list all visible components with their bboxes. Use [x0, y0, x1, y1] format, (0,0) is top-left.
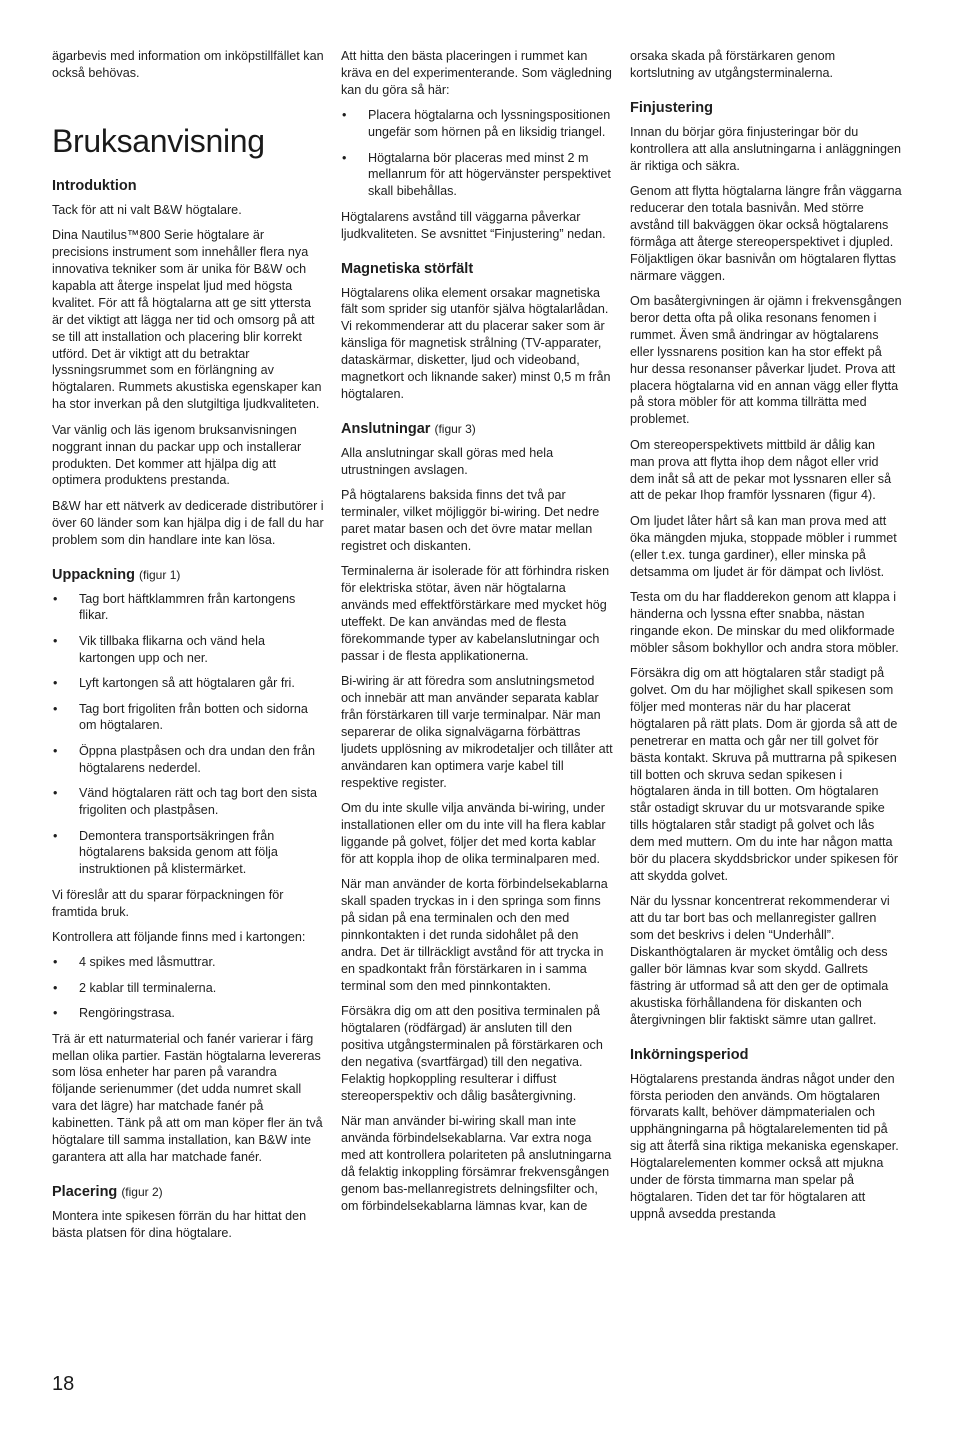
list-item: • Tag bort frigoliten från botten och sidorna om högtalaren.	[52, 701, 324, 735]
list-item: • Placera högtalarna och lyssningspositionen ungefär som hörnen på en liksidig triangel.	[341, 107, 613, 141]
paragraph: Kontrollera att följande finns med i kartongen:	[52, 930, 306, 945]
placement-tips-list	[341, 107, 613, 200]
paragraph: Högtalarens prestanda ändras något under den första perioden den används. Om högtalaren förvarats kallt, behöver dämpmaterialen och upphängningarna på högtalarelementen tid på sig att återfå sina riktiga mekaniska egenskaper. Högtalarelementen kommer också att mjukna under de första timmarna man spelar på högtalaren. Tiden det tar för högtalaren att uppnå avsedda prestanda	[630, 1071, 899, 1221]
list-item: • Rengöringstrasa.	[52, 1005, 324, 1022]
paragraph: Testa om du har fladderekon genom att klappa i händerna och lyssna efter snabba, nästan ringande ekon. De minskar du med olikformade möbler såsom bokhyllor och andra stora möbler.	[630, 589, 899, 655]
heading-uppackning	[52, 566, 324, 584]
paragraph: Montera inte spikesen förrän du har hittat den bästa platsen för dina högtalare.	[52, 1208, 307, 1240]
heading-anslutningar	[341, 420, 613, 438]
list-item: • Öppna plastpåsen och dra undan den från högtalarens nederdel.	[52, 743, 324, 777]
paragraph: Vi föreslår att du sparar förpackningen för framtida bruk.	[52, 887, 284, 919]
paragraph: Om du inte skulle vilja använda bi-wiring, under installationen eller om du inte vill ha flera kablar liggande på golvet, följer det med korta kablar för att koppla ihop de olika terminalparen med.	[341, 801, 606, 866]
paragraph: När man använder bi-wiring skall man inte använda förbindelsekablarna. Var extra noga med att kontrollera polariteten på anslutningarna då felaktig inkoppling försämrar frekvensgången genom bas-mellanregistrets delningsfilter och, om förbindelsekablarna lämnas kvar, kan de	[341, 1114, 612, 1213]
paragraph: Försäkra dig om att den positiva terminalen på högtalaren (rödfärgad) är ansluten till den positiva utgångsterminalen på förstärkaren och den negativa (svartfärgad) till den negativa. Felaktig hopkoppling resulterar i diffust stereoperspektiv och dålig basåtergivning.	[341, 1004, 603, 1103]
list-item: • Lyft kartongen så att högtalaren går fri.	[52, 675, 324, 692]
heading-inkorningsperiod	[630, 1046, 902, 1064]
heading-placering	[52, 1183, 324, 1201]
column-3	[630, 48, 902, 1231]
heading-magnetiska-storfalt	[341, 260, 613, 278]
paragraph: Alla anslutningar skall göras med hela utrustningen avslagen.	[341, 445, 554, 477]
column-2	[341, 48, 613, 1223]
paragraph: Trä är ett naturmaterial och fanér varierar i färg mellan olika partier. Fastän högtalarna levereras som lösa enheter har paren på varandra följande serienummer (det udda numret skall vara det lägre) har matchade fanér på kabinetten. Tänk på att om man köper fler än två högtalare till samma installation, kan B&W inte garantera att alla har matchade fanér.	[52, 1031, 323, 1164]
list-item: • Vik tillbaka flikarna och vänd hela kartongen upp och ner.	[52, 633, 324, 667]
page-title: Bruksanvisning	[52, 122, 265, 159]
heading-introduktion-text: Introduktion	[52, 177, 137, 194]
paragraph: Om ljudet låter hårt så kan man prova med att öka mängden mjuka, stoppade möbler i rummet (eller t.ex. tunga gardiner), eller minska på detsamma om ljudet är för dämpat och livlöst.	[630, 513, 897, 579]
page-number: 18	[52, 1373, 75, 1395]
heading-magnetiska-text: Magnetiska störfält	[341, 260, 474, 277]
paragraph: När du lyssnar koncentrerat rekommenderar vi att du tar bort bas och mellanregister gallren som det beskrivs i delen “Underhåll”. Diskanthögtalaren är mycket ömtålig och dess galler bör lämnas kvar som skydd. Gallrets fästring är utformad så att den ger de optimala akustiska förhållandena för diskanten och återgivningen blir faktiskt sämre utan gallret.	[630, 894, 890, 1027]
paragraph: Om basåtergivningen är ojämn i frekvensgången beror detta ofta på olika resonans fenomen i rummet. Även små ändringar av högtalarens eller lyssnarens position kan ha stor effekt på hur dessa resonanser påverkar ljudet. Prova att placera högtalarna vid en annan vägg eller flytta på stora möbler för att komma tillrätta med problemet.	[630, 293, 902, 427]
paragraph: Bi-wiring är att föredra som anslutningsmetod och innebär att man använder separata kablar från förstärkaren till varje terminalpar. När man separerar de olika signalvägarna förbättras ljudets upplösning av mikrodetaljer och tillåter att användaren kan optimera varje kabel till respektive register.	[341, 674, 613, 790]
list-item: • 4 spikes med låsmuttrar.	[52, 954, 324, 971]
heading-anslutningar-text: Anslutningar	[341, 420, 431, 437]
paragraph: Högtalarens avstånd till väggarna påverkar ljudkvaliteten. Se avsnittet “Finjustering” nedan.	[341, 209, 606, 241]
paragraph: Om stereoperspektivets mittbild är dålig kan man prova att flytta ihop dem något eller vrid dem inåt så att de pekar mot lyssnaren eller så att de pekar Ihop framför lyssnaren (figur 4).	[630, 437, 892, 503]
paragraph: På högtalarens baksida finns det två par terminaler, vilket möjliggör bi-wiring. Det nedre paret matar basen och det övre matar mellan registret och diskanten.	[341, 488, 600, 553]
heading-finjustering-text: Finjustering	[630, 99, 713, 116]
paragraph: Innan du börjar göra finjusteringar bör du kontrollera att alla anslutningarna i anläggningen är riktiga och säkra.	[630, 124, 901, 173]
paragraph: Genom att flytta högtalarna längre från väggarna reducerar den totala basnivån. Med större avstånd till bakväggen ökar också högtalarens förmåga att återge stereoperspektivet i djupled. Följaktligen ökar basnivån om högtalaren flyttas närmare väggen.	[630, 184, 902, 283]
paragraph: orsaka skada på förstärkaren genom kortslutning av utgångsterminalerna.	[630, 49, 836, 80]
paragraph: Tack för att ni valt B&W högtalare.	[52, 202, 242, 217]
figure-reference: (figur 2)	[121, 1184, 163, 1199]
heading-uppackning-text: Uppackning	[52, 566, 135, 583]
heading-inkorning-text: Inkörningsperiod	[630, 1046, 749, 1063]
paragraph: Att hitta den bästa placeringen i rummet kan kräva en del experimenterande. Som vägledning kan du göra så här:	[341, 49, 612, 97]
paragraph: Försäkra dig om att högtalaren står stadigt på golvet. Om du har möjlighet skall spikesen som följer med monteras när du har placerat högtalaren på rätt plats. Dom är gjorda så att de penetrerar en matta och går ner till golvet för bästa kontakt. Skruva på muttrarna på spikesen till botten och skruva sedan spikesen i högtalaren ända in till botten. Om högtalaren står ostadigt skruvar du ur motsvarande spike tills högtalaren står stadigt på golvet och lås dem med muttern. Om du inte har någon matta bör du placera skyddsbrickor under spikesen för att skydda golvet.	[630, 666, 899, 883]
column-1	[52, 48, 324, 1250]
list-item: • Vänd högtalaren rätt och tag bort den sista frigoliten och plastpåsen.	[52, 785, 324, 819]
paragraph: Terminalerna är isolerade för att förhindra risken för elektriska stötar, även när högtalarna används med effektförstärkare med mycket hög uteffekt. De kan användas med de flesta förekommande typer av kabelanslutningar och passar i de flesta applikationerna.	[341, 564, 610, 663]
paragraph: Högtalarens olika element orsakar magnetiska fält som sprider sig utanför själva högtalarlådan. Vi rekommenderar att du placerar saker som är känsliga för magnetisk strålning (TV-apparater, dataskärmar, disketter, ljud och videoband, magnetkort och liknande saker) minst 0,5 m från högtalaren.	[341, 285, 611, 401]
heading-introduktion	[52, 177, 324, 195]
intro-paragraph: ägarbevis med information om inköpstillfället kan också behövas.	[52, 49, 324, 80]
list-item: • Tag bort häftklammren från kartongens flikar.	[52, 591, 324, 625]
list-item: • Demontera transportsäkringen från högtalarens baksida genom att följa instruktionen på klistermärket.	[52, 828, 324, 879]
figure-reference: (figur 1)	[139, 567, 181, 582]
paragraph: B&W har ett nätverk av dedicerade distributörer i över 60 länder som kan hjälpa dig i de fall du har problem som din handlare inte kan lösa.	[52, 498, 324, 547]
paragraph: Var vänlig och läs igenom bruksanvisningen noggrant innan du packar upp och installerar produkten. Det kommer att hjälpa dig att optimera produktens prestanda.	[52, 422, 302, 488]
list-item: • Högtalarna bör placeras med minst 2 m mellanrum för att högervänster perspektivet skall bibehållas.	[341, 150, 613, 201]
paragraph: Dina Nautilus™800 Serie högtalare är precisions instrument som innehåller flera nya innovativa tekniker som är unika för B&W och kapabla att återge inspelat ljud med högsta kvalitet. För att få högtalarna att ge sitt yttersta är det viktigt att lägga ner tid och omsorg på att se till att installation och placering blir korrekt utförd. Det är viktigt att du betraktar lyssningsrummet som en förlängning av högtalaren. Rummets akustiska egenskaper kan ha stor inverkan på den slutgiltiga ljudkvaliteten.	[52, 228, 322, 412]
unpacking-steps-list	[52, 591, 324, 879]
heading-finjustering	[630, 99, 902, 117]
list-item: • 2 kablar till terminalerna.	[52, 980, 324, 997]
figure-reference: (figur 3)	[434, 421, 476, 436]
heading-placering-text: Placering	[52, 1183, 118, 1200]
paragraph: När man använder de korta förbindelsekablarna skall spaden tryckas in i den springa som finns på sidan på ena terminalen och den med pinnkontakten i det runda sidohålet på den andra. Det är tillräckligt avstånd för att trycka in en spadkontakt från förstärkaren in i samma terminal som den med pinnkontakten.	[341, 877, 608, 993]
box-contents-list	[52, 954, 324, 1022]
